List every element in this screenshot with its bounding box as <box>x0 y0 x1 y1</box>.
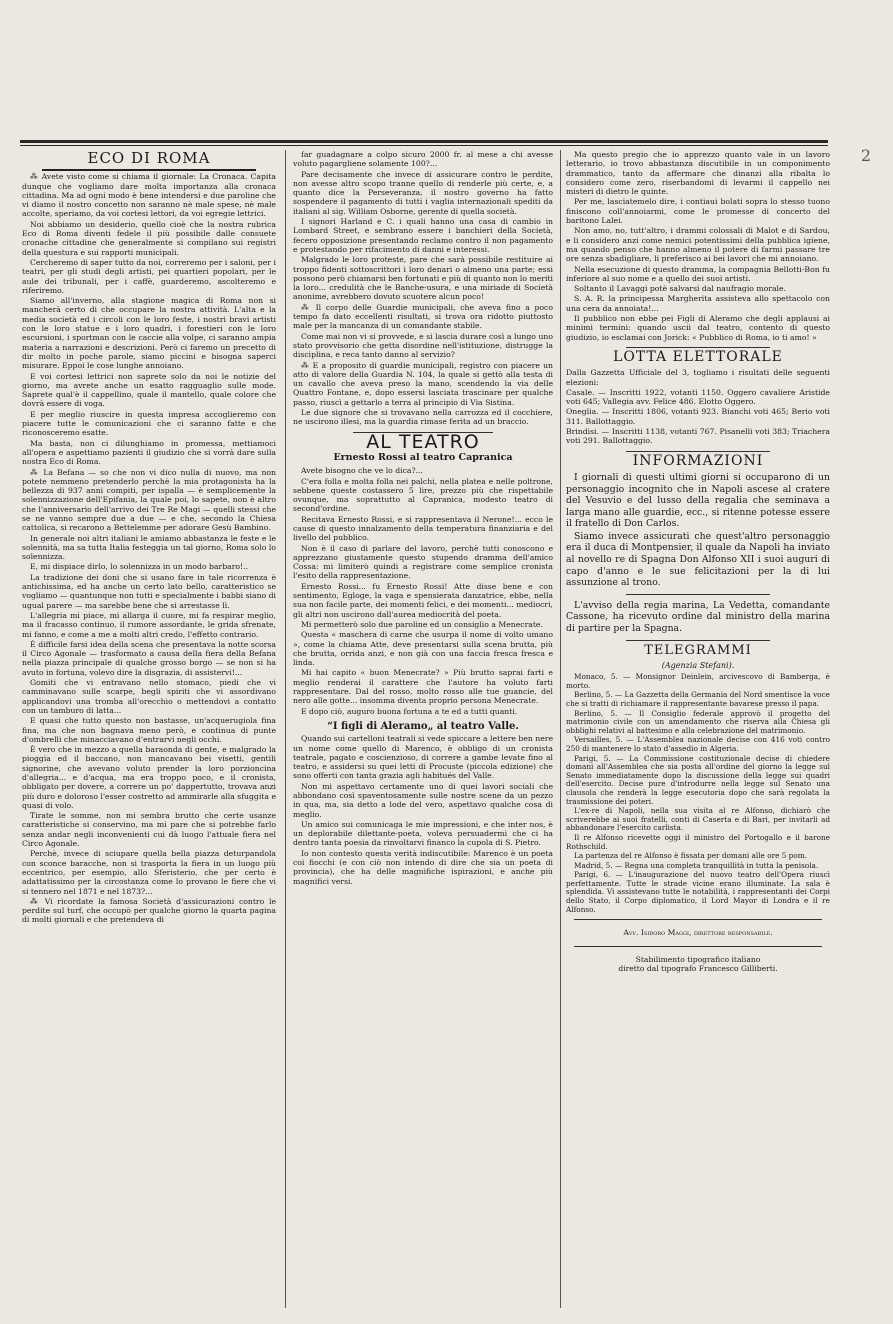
paragraph: Perchè, invece di sciupare quella bella piazza deturpandola con sconce baracche, non si trasporta la fiera in un luogo più eccentrico, per esempio, allo Sferisterio, che per certo è adattatissimo per la circostanza come lo provano le fiere che vi si tennero nel 1871 e nel 1873?... <box>22 849 276 896</box>
column-divider <box>560 150 561 1308</box>
paragraph: Io non contesto questa verità indiscutibile: Marenco è un poeta coi fiocchi (e con ciò non intendo di dire che sia un poeta di provincia), che ha delle magnifiche ispirazioni, e anche più magnifici versi. <box>293 848 553 886</box>
valle-review <box>293 734 553 886</box>
eco-di-roma-heading: ECO DI ROMA <box>87 150 211 167</box>
paragraph: Casale. — Inscritti 1922, votanti 1150. Oggero cavaliere Aristide voti 645; Vallegia avv. Felice 486. Elotto Oggero. <box>566 387 830 407</box>
paragraph: ⁂ Vi ricordate la famosa Società d'assicurazioni contro le perdite sul turf, che occupò per qualche giorno la quarta pagina di molti giornali e che pretendeva di <box>22 896 276 925</box>
paragraph: Le due signore che si trovavano nella carrozza ed il cocchiere, ne uscirono illesi, ma la guardia rimase ferita ad un braccio. <box>293 408 553 427</box>
heading-rule <box>42 169 256 171</box>
paragraph: Oneglia. — Inscritti 1806, votanti 923. Bianchi voti 465; Berio voti 311. Ballottaggio. <box>566 407 830 426</box>
paragraph: Quando sui cartelloni teatrali si vede spiccare a lettere ben nere un nome come quello di Marenco, è obbligo di un cronista teatrale, pagato e coscienzioso, di correre a gambe levate fino al teatro, e assidersi su quei letti di Procuste (piccola edizione) che sono offerti con tanta grazia agli habitués del Valle. <box>293 734 553 781</box>
paragraph: Ernesto Rossi... fu Ernesto Rossi! Atte disse bene e con sentimento, Egloge, la vaga e spensierata danzatrice, ebbe, nella sua non facile parte, dei momenti felici, e dei momenti... mediocri, gli altri non uscirono dall'aurea mediocrità del poeta. <box>293 581 553 619</box>
paragraph: Brindisi. — Inscritti 1138, votanti 767. Pisanelli voti 383; Triachera voti 291. Ballottaggio. <box>566 427 830 446</box>
director-line: Avv. Isidoro Maggi, direttore responsabile. <box>623 928 773 938</box>
paragraph: ⁂ E a proposito di guardie municipali, registro con piacere un atto di valore della Guardia N. 104, la quale si gettò alla testa di un cavallo che aveva preso la mano, scendendo la via delle Quattro Fontane, e, dopo essersi lasciata trascinare per qualche passo, riuscì a gettarlo a terra al principio di Via Sistina. <box>293 360 553 407</box>
paragraph: Versailles, 5. — L'Assemblea nazionale decise con 416 voti contro 250 di mantenere lo stato d'assedio in Algeria. <box>566 735 830 753</box>
section-rule <box>626 594 770 595</box>
paragraph: Monaco, 5. — Monsignor Deinlein, arcivescovo di Bamberga, è morto. <box>566 672 830 690</box>
paragraph: E per meglio riuscire in questa impresa accoglieremo con piacere tutte le comunicazioni che ci saranno fatte e che riconosceremo esatte. <box>22 409 276 438</box>
paragraph: Ma questo pregio che io apprezzo quanto vale in un lavoro letterario, io trovo abbastanza discutibile in un componimento drammatico, tanto da affermare che dinanzi alla ribalta lo considero come zero, riserbandomi di levarmi il cappello nei misteri di dietro le quinte. <box>566 150 830 197</box>
paragraph: Per me, lasciatemelo dire, i contiaui bolati sopra lo stesso tuono finiscono coll'annoiarmi, come le promesse di concerto del baritono Lalei. <box>566 197 830 226</box>
paragraph: Siamo invece assicurati che quest'altro personaggio era il duca di Montpensier, il quale da Napoli ha inviato al novello re di Spagna Don Alfonso XII i suoi auguri di capo d'anno e le sue felicitazioni per la di lui assunzione al trono. <box>566 530 830 589</box>
paragraph: Un amico sui comunicaga le mie impressioni, e che inter nos, è un deplorabile dilettante-poeta, voleva persuadermi che ci ha dentro tanta poesia da rinvoltarvi financo la cupola di S. Pietro. <box>293 819 553 848</box>
paragraph: La tradizione dei doni che si usano fare in tale ricorrenza è antichissima, ed ha anche un certo lato bello, caratteristico se vogliamo — quantunque non tutti e specialmente i babbi siano di ugual parere — ma sarebbe bene che si arrestasse lì. <box>22 572 276 610</box>
paragraph: Avete bisogno che ve lo dica?... <box>301 466 423 476</box>
paragraph: Cercheremo di saper tutto da noi, correremo per i saloni, per i teatri, per gli studi degli artisti, pei quartieri popolari, per le aule dei tribunali, per i caffè, guarderemo, ascolteremo e riferiremo. <box>22 257 276 295</box>
paragraph: Noi abbiamo un desiderio, quello cioè che la nostra rubrica Eco di Roma diventi fedele il più possibile dalle consuete cronache cittadine che generalmente si compilano sui registri della questura e sui rapporti municipali. <box>22 219 276 257</box>
printer-line <box>566 952 830 977</box>
telegrammi-heading: TELEGRAMMI <box>644 642 752 658</box>
paragraph: È vero che in mezzo a quella baraonda di gente, e malgrado la pioggia ed il baccano, non mancavano bei visetti, gentili signorine, che avevano voluto prender la loro porzioncina d'allegria... e d'acqua, ma era troppo poco, e il cronista, obbligato per dovere, a correre un po' dappertutto, trovava anzi più duro e doloroso l'esser costretto ad ammirarle alla sfuggita e quasi di volo. <box>22 745 276 810</box>
paragraph: L'ex-re di Napoli, nella sua visita al re Alfonso, dichiarò che scriverebbe ai suoi fratelli, conti di Caserta e di Bari, per invitarli ad abbandonare l'esercito carlista. <box>566 806 830 833</box>
paragraph: Non mi aspettavo certamente uno di quei lavori sociali che abbondano così spaventosamente sulle nostre scene da un pezzo in qua, ma, sia detto a lode del vero, aspettavo qualche cosa di meglio. <box>293 781 553 819</box>
paragraph: far guadagnare a colpo sicuro 2000 fr. al mese a chi avesse voluto pagargliene solamente 100?... <box>293 150 553 169</box>
election-results <box>566 368 830 445</box>
cronaca-continued <box>293 150 553 427</box>
valle-review-continued <box>566 150 830 342</box>
paragraph: Berlino, 5. — Il Consiglio federale approvò il progetto del matrimonio civile con un amendamento che riserva alla Chiesa gli obblighi relativi al battesimo e alla celebrazione del matrimonio. <box>566 708 830 735</box>
paragraph: Tirate le somme, non mi sembra brutto che certe usanze caratteristiche si conservino, ma mi pare che si potrebbe farlo senza andar negli inconvenienti cui dà luogo l'attuale fiera nel Circo Agonale. <box>22 811 276 849</box>
section-rule <box>626 640 770 641</box>
al-teatro-heading: AL TEATRO <box>366 430 480 453</box>
paragraph: E dopo ciò, auguro buona fortuna a te ed a tutti quanti. <box>301 706 518 716</box>
top-rule <box>20 140 828 143</box>
page-number: 2 <box>860 146 871 165</box>
paragraph: ⁂ La Befana — so che non vi dico nulla di nuovo, ma non potete nemmeno pretenderlo perchè la mia protagonista ha la bellezza di 937 anni compiti, per ispalla — è semplicemente la solennizzazione dell'Epifania, la quale poi, lo sapete, non è altro che l'anniversario dell'arrivo dei Tre Re Magi — quelli stessi che se ne vanno sempre due a due — e che, secondo la Chiesa cattolica, si recarono a Bettelemme per adorare Gesù Bambino. <box>22 467 276 533</box>
footer-rule <box>574 919 822 920</box>
paragraph: E, mi dispiace dirlo, lo solennizza in un modo barbaro!.. <box>30 562 248 572</box>
paragraph: C'era folla e molta folla nei palchi, nella platea e nelle poltrone, sebbene queste costassero 5 lire, prezzo più che rispettabile ovunque, ma soprattutto al Capranica, modesto teatro di second'ordine. <box>293 476 553 514</box>
paragraph: Non è il caso di parlare del lavoro, perchè tutti conoscono e apprezzano giustamente questo stupendo dramma dell'amico Cossa: mi limiterò quindi a registrare come semplice cronista l'esito della rappresentazione. <box>293 543 553 581</box>
paragraph: In generale noi altri italiani le amiamo abbastanza le feste e le solennità, ma sa tutta Italia festeggia un tal giorno, Roma solo lo solennizza. <box>22 533 276 562</box>
paragraph: Non amo, no, tutt'altro, i drammi colossali di Malot e di Sardou, e li considero anzi come nemici potentissimi della pubblica igiene, ma quando penso che hanno almeno il potere di farmi passare tre ore senza sbadigliare, li preferisco ai bei lavori che mi annoiano. <box>566 226 830 264</box>
lotta-elettorale-heading: LOTTA ELETTORALE <box>613 348 783 365</box>
informazioni-body <box>566 472 830 589</box>
footer-rule <box>574 946 822 947</box>
column-1 <box>22 150 276 1308</box>
printer-line-1: Stabilimento tipografico italiano <box>635 954 761 964</box>
paragraph: Malgrado le loro proteste, pare che sarà possibile restituire ai troppo fidenti sottoscrittori i loro denari o almeno una parte; essi possono però chiamarsi ben fortunati e più di quanto non lo meriti la loro... credulità che le Banche-usura, e una miriade di Società anonime, avrebbero dovuto scuotere alcun poco! <box>293 255 553 302</box>
paragraph: E quasi che tutto questo non bastasse, un'acquerugiola fina fina, ma che non bagnava meno però, e continua di punte d'ombrelli che minacciavano d'entrarvi negli occhi. <box>22 716 276 744</box>
paragraph: ⁂ Il corpo delle Guardie municipali, che aveva fino a poco tempo fa dato eccellenti risultati, si trova ora ridotto piuttosto male per la mancanza di un comandante stabile. <box>293 302 553 331</box>
printer-line-2: diretto dal tipografo Francesco Gilliberti. <box>618 963 778 973</box>
paragraph: L'allegria mi piace, mi allarga il cuore, mi fa respirar meglio, ma il fracasso continuo, il rumore assordante, le grida sfrenate, mi fanno, e come a me a molti altri credo, l'effetto contrario. <box>22 610 276 639</box>
column-3 <box>566 150 830 1308</box>
paragraph: Berlino, 5. — La Gazzetta della Germania del Nord smentisce la voce che si tratti di richiamare il rappresentante bavarese presso il papa. <box>566 690 830 708</box>
paragraph: Pare decisamente che invece di assicurare contro le perdite, non avesse altro scopo tranne quello di renderle più certe, e, a quanto dice la Perseveranza, il nostro governo ha fatto sospendere il pagamento di tutti i vaglia internazionali spediti da italiani al sig. William Osborne, gerente di quella società. <box>293 169 553 216</box>
paragraph: Come mai non vi si provvede, e si lascia durare così a lungo uno stato provvisorio che getta disordine nell'istituzione, distrugge la disciplina, e reca tanto danno al servizio? <box>293 331 553 360</box>
telegrammi-body <box>566 673 830 914</box>
paragraph: I giornali di questi ultimi giorni si occuparono di un personaggio incognito che in Napoli ascese al cratere del Vesuvio e del lusso della regalia che seminava a larga mano alle guardie, ecc., si ritenne potesse essere il fratello di Don Carlos. <box>566 471 830 530</box>
paragraph: Mi permetterò solo due paroline ed un consiglio a Menecrate. <box>301 619 543 629</box>
colophon <box>566 919 830 976</box>
paragraph: ⁂ Avete visto come si chiama il giornale: La Cronaca. Capita dunque che vogliamo dare molta importanza alla cronaca cittadina. Ma ad ogni modo è bene intendersi e due paroline che vi diamo il nostro concetto non saranno nè male spese, nè male accolte, speriamo, da voi cortesi lettori, da voi egregie lettrici. <box>22 172 276 219</box>
paragraph: Il pubblico non ebbe pei Figli di Aleramo che degli applausi ai minimi termini: quando uscii dal teatro, contento di questo giudizio, io esclamai con Jorick: « Pubblico di Roma, io ti amo! » <box>566 314 830 342</box>
paragraph: I signori Harland e C. i quali hanno una casa di cambio in Lombard Street, e sembrano essere i banchieri della Società, fecero opposizione presentando reclamo contro il non pagamento e protestando per rifacimento di danni e interessi. <box>293 217 553 254</box>
column-2 <box>293 150 553 1308</box>
column-divider <box>285 150 286 1308</box>
paragraph: Ma basta, non ci dilunghiamo in promessa, mettiamoci all'opera e aspettiamo pazienti il giudizio che si vorrà dare sulla nostra Eco di Roma. <box>22 438 276 467</box>
paragraph: Parigi, 6. — L'inaugurazione del nuovo teatro dell'Opera riuscì perfettamente. Tutte le strade vicine erano illuminate. La sala è splendida. Vi assistevano tutte le notabilità, i rappresentanti dei Corpi dello Stato, il Corpo diplomatico, il Lord Mayor di Londra e il re Alfonso. <box>566 870 830 914</box>
paragraph: Madrid, 5. — Regna una completa tranquillità in tutta la penisola. <box>574 860 819 870</box>
paragraph: S. A. R. la principessa Margherita assisteva allo spettacolo con una cera da annoiata!... <box>566 294 830 313</box>
paragraph: Recitava Ernesto Rossi, e si rappresentava il Nerone!... ecco le cause di questo innalzamento della temperatura finanziaria e del livello del pubblico. <box>293 514 553 543</box>
paragraph: Soltanto il Lavaggi potè salvarsi dal naufragio morale. <box>574 284 786 294</box>
eco-di-roma-body <box>22 172 276 924</box>
paragraph: Questa « maschera di carne che usurpa il nome di volto umano », come la chiama Atte, deve presentarsi sulla scena brutta, più che brutta, orrida anzi, e non già con una faccia fresca fresca e linda. <box>293 630 553 668</box>
paragraph: E voi cortesi lettrici non saprete solo da noi le notizie del giorno, ma avrete anche un esatto ragguaglio sulle mode. Saprete qual'è il cappellino, quale il mantello, quale colore che dovrà essere di voga. <box>22 371 276 409</box>
paragraph: Gomiti che vi entravano nello stomaco, piedi che vi camminavano sulle scarpe, begli spiriti che vi assordivano applicandovi una tromba all'orecchio o mettendovi a contatto con un tamburo di latta... <box>22 678 276 715</box>
avviso-notice: L'avviso della regia marina, La Vedetta, comandante Cassone, ha ricevuto ordine dal ministro della marina di partire per la Spagna. <box>566 599 830 635</box>
valle-subheading: “I figli di Aleramo„ al teatro Valle. <box>327 720 519 732</box>
paragraph: È difficile farsi idea della scena che presentava la notte scorsa il Circo Agonale — trasformato a causa della fiera della Befana nella piazza principale di qualche grosso borgo — se non si ha avuto in fortuna, volevo dire la disgrazia, di assistervi!... <box>22 639 276 677</box>
paragraph: Il re Alfonso ricevette oggi il ministro del Portogallo e il barone Rothschild. <box>566 832 830 851</box>
capranica-subheading: Ernesto Rossi al teatro Capranica <box>333 451 513 463</box>
paragraph: Mi hai capito « buon Menecrate? » Più brutto saprai farti e meglio renderai il carattere che l'autore ha voluto farti rappresentare. Dal del rosso, molto rosso alle tue guancie, del nero alle gotte... insomma diventa proprio persona Menecrate. <box>293 668 553 706</box>
section-rule <box>626 451 770 452</box>
capranica-review <box>293 466 553 716</box>
agency-credit: (Agenzia Stefani). <box>661 660 735 670</box>
paragraph: Parigi, 5. — La Commissione costituzionale decise di chiedere domani all'Assemblea che sia posta all'ordine del giorno la legge sul Senato immediatamente dopo la discussione della legge sui quadri dell'esercito. Decise pure d'introdurre nella legge sul Senato una clausola che renderà la legge esecutoria dopo che sarà regolata la trasmissione dei poteri. <box>566 753 830 806</box>
top-rule-thin <box>20 145 828 146</box>
section-rule <box>626 347 770 348</box>
paragraph: La partenza del re Alfonso è fissata per domani alle ore 5 pom. <box>574 851 807 861</box>
paragraph: Nella esecuzione di questo dramma, la compagnia Bellotti-Bon fu inferiore al suo nome e a quello dei suoi artisti. <box>566 264 830 283</box>
informazioni-heading: INFORMAZIONI <box>632 452 764 469</box>
paragraph: Siamo all'inverno, alla stagione magica di Roma non si mancherà certo di che occupare la nostra attività. L'alta e la media società ed i circoli con le loro feste, i nostri bravi artisti con le loro statue e i loro quadri, i forestieri con le loro escursioni, i sportman con le caccie alla volpe, ci saranno ampia materia a narrazioni e descrizioni. Però ci faremo un precetto di dir molto in poche parole, siamo piccini e bisogna saperci misurare. Eppoi le cose lunghe annoiano. <box>22 296 276 371</box>
paragraph: Dalla Gazzetta Ufficiale del 3, togliamo i risultati delle seguenti elezioni: <box>566 368 830 387</box>
